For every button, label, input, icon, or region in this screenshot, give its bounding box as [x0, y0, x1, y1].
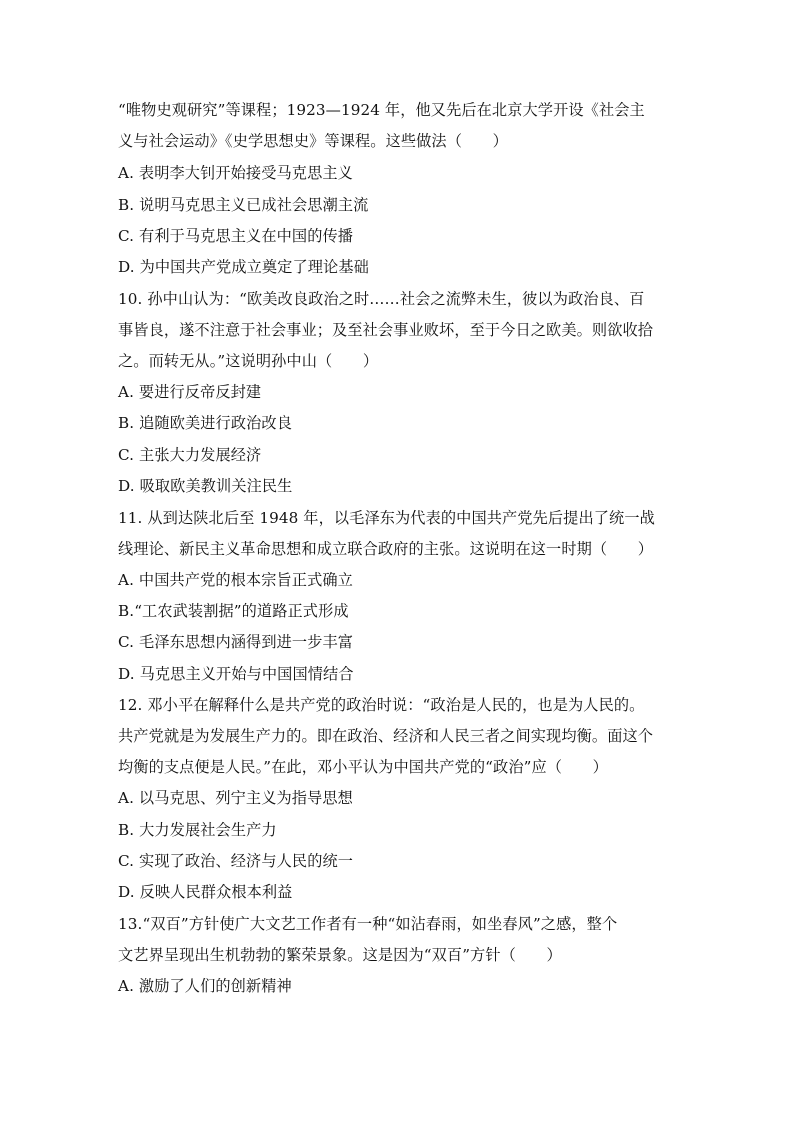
- q13-option-a: A. 激励了人们的创新精神: [118, 977, 292, 995]
- q13-stem-line-2: 文艺界呈现出生机勃勃的繁荣景象。这是因为“双百”方针（ ）: [118, 946, 562, 964]
- q10-stem-line-1: 10. 孙中山认为：“欧美改良政治之时……社会之流弊未生，彼以为政治良、百: [118, 290, 645, 308]
- q10-option-a: A. 要进行反帝反封建: [118, 383, 262, 401]
- q10-option-c: C. 主张大力发展经济: [118, 446, 262, 464]
- q9-option-c: C. 有利于马克思主义在中国的传播: [118, 227, 354, 245]
- q9-option-a: A. 表明李大钊开始接受马克思主义: [118, 164, 353, 182]
- q11-stem-line-1: 11. 从到达陕北后至 1948 年，以毛泽东为代表的中国共产党先后提出了统一战: [118, 509, 655, 527]
- q11-stem-line-2: 线理论、新民主义革命思想和成立联合政府的主张。这说明在这一时期（ ）: [118, 540, 654, 558]
- q12-option-d: D. 反映人民群众根本利益: [118, 883, 293, 901]
- q10-option-b: B. 追随欧美进行政治改良: [118, 414, 292, 432]
- q12-stem-line-2: 共产党就是为发展生产力的。即在政治、经济和人民三者之间实现均衡。面这个: [118, 727, 654, 745]
- q10-option-d: D. 吸取欧美教训关注民生: [118, 477, 293, 495]
- q11-option-d: D. 马克思主义开始与中国国情结合: [118, 665, 354, 683]
- q12-option-b: B. 大力发展社会生产力: [118, 821, 277, 839]
- q10-stem-line-2: 事皆良，遂不注意于社会事业；及至社会事业败坏，至于今日之欧美。则欲收拾: [118, 321, 654, 339]
- q11-option-a: A. 中国共产党的根本宗旨正式确立: [118, 571, 353, 589]
- q12-stem-line-1: 12. 邓小平在解释什么是共产党的政治时说：“政治是人民的，也是为人民的。: [118, 696, 645, 714]
- q9-option-b: B. 说明马克思主义已成社会思潮主流: [118, 196, 369, 214]
- q12-option-c: C. 实现了政治、经济与人民的统一: [118, 852, 354, 870]
- q12-option-a: A. 以马克思、列宁主义为指导思想: [118, 789, 353, 807]
- q10-stem-line-3: 之。而转无从。”这说明孙中山（ ）: [118, 352, 379, 370]
- q9-stem-line-1: “唯物史观研究”等课程；1923—1924 年，他又先后在北京大学开设《社会主: [118, 101, 645, 119]
- q9-stem-line-2: 义与社会运动》《史学思想史》等课程。这些做法（ ）: [118, 132, 508, 150]
- q12-stem-line-3: 均衡的支点便是人民。”在此，邓小平认为中国共产党的“政治”应（ ）: [118, 758, 608, 776]
- q13-stem-line-1: 13.“双百”方针使广大文艺工作者有一种“如沾春雨，如坐春风”之感，整个: [118, 915, 618, 933]
- q9-option-d: D. 为中国共产党成立奠定了理论基础: [118, 258, 369, 276]
- q11-option-b: B.“工农武装割据”的道路正式形成: [118, 602, 349, 620]
- q11-option-c: C. 毛泽东思想内涵得到进一步丰富: [118, 633, 354, 651]
